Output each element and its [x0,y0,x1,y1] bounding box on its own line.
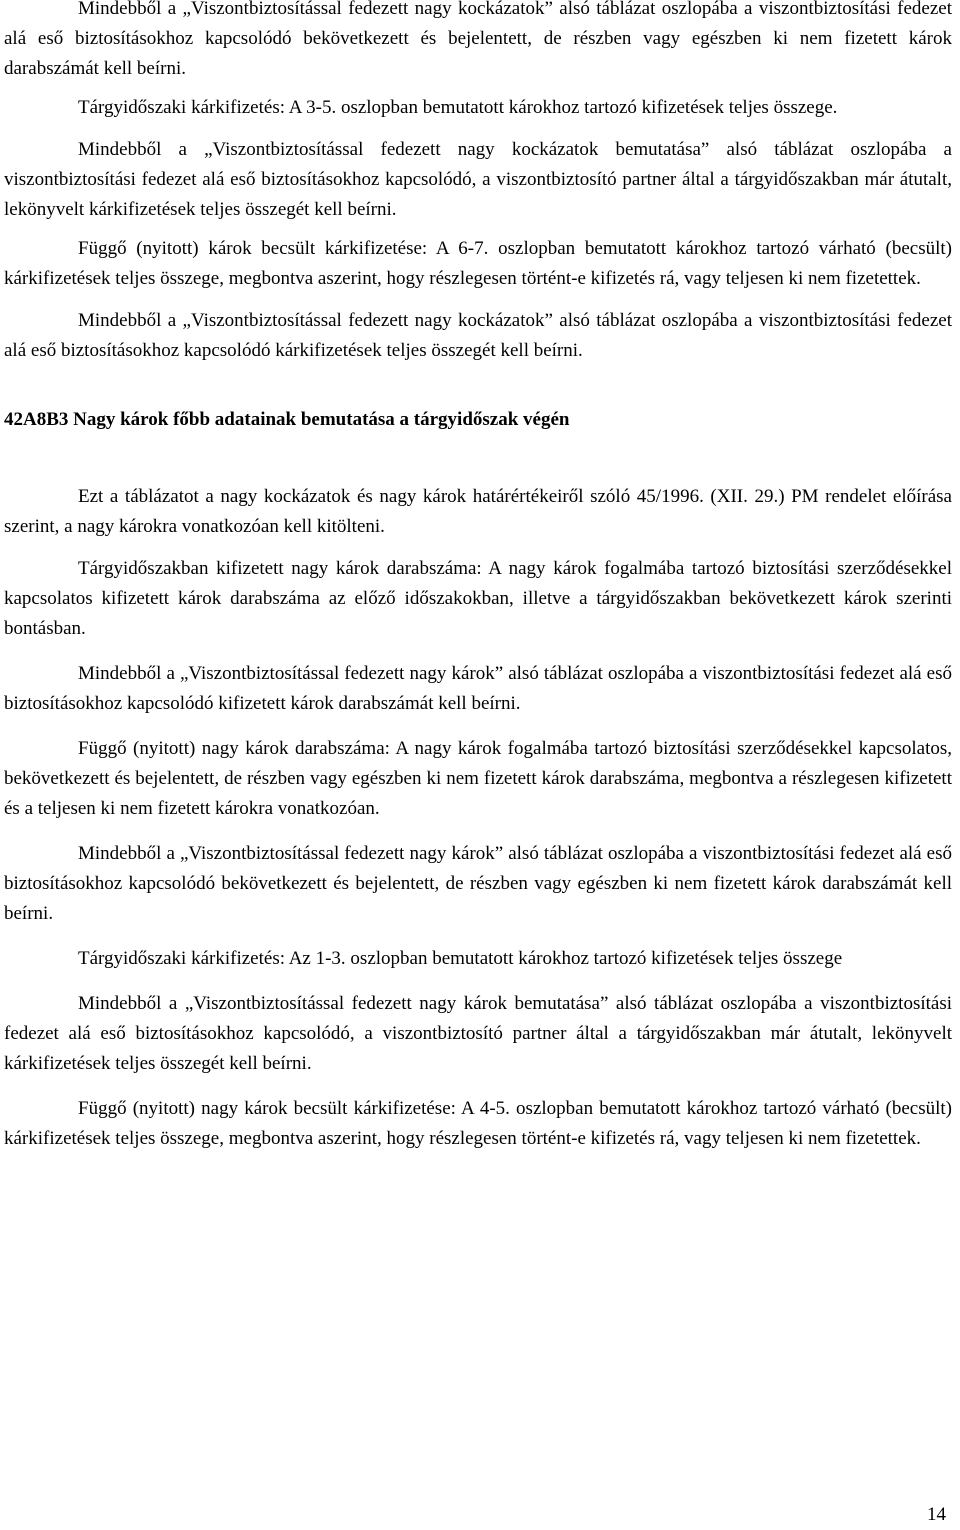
document-page [4,0,952,1154]
section-heading: 42A8B3 Nagy károk főbb adatainak bemutatása a tárgyidőszak végén [4,409,570,430]
paragraph-table-instruction: Ezt a táblázatot a nagy kockázatok és nagy károk határértékeiről szóló 45/1996. (XII. 29.) PM rendelet előírása szerint, a nagy károkra vonatkozóan kell kitölteni. [4,486,952,537]
paragraph-open-large-claims-count: Függő (nyitott) nagy károk darabszáma: A nagy károk fogalmába tartozó biztosítási szerződésekkel kapcsolatos, bekövetkezett és bejelentett, de részben vagy egészben ki nem fizetett károk darabszáma, megbontva a részlegesen kifizetett és a teljesen ki nem fizetett károkra vonatkozóan. [4,738,952,819]
paragraph-reinsured-large-risks-transferred: Mindebből a „Viszontbiztosítással fedezett nagy kockázatok bemutatása” alsó táblázat oszlopába a viszontbiztosítási fedezet alá eső biztosításokhoz kapcsolódó, a viszontbiztosító partner által a tárgyidőszakban már átutalt, lekönyvelt kárkifizetések teljes összegét kell beírni. [4,139,952,220]
paragraph-reinsured-large-claims-open-count: Mindebből a „Viszontbiztosítással fedezett nagy károk” alsó táblázat oszlopába a viszontbiztosítási fedezet alá eső biztosításokhoz kapcsolódó bekövetkezett és bejelentett, de részben vagy egészben ki nem fizetett károk darabszámát kell beírni. [4,843,952,924]
paragraph-reinsured-large-risks-payments: Mindebből a „Viszontbiztosítással fedezett nagy kockázatok” alsó táblázat oszlopába a viszontbiztosítási fedezet alá eső biztosításokhoz kapcsolódó kárkifizetések teljes összegét kell beírni. [4,310,952,361]
paragraph-reinsured-large-claims-paid-count: Mindebből a „Viszontbiztosítással fedezett nagy károk” alsó táblázat oszlopába a viszontbiztosítási fedezet alá eső biztosításokhoz kapcsolódó kifizetett károk darabszámát kell beírni. [4,663,952,714]
paragraph-paid-large-claims-count: Tárgyidőszakban kifizetett nagy károk darabszáma: A nagy károk fogalmába tartozó biztosítási szerződésekkel kapcsolatos kifizetett károk darabszáma az előző időszakokban, illetve a tárgyidőszakban bekövetkezett károk szerinti bontásban. [4,558,952,639]
paragraph-reinsured-large-risks-open-claims-count: Mindebből a „Viszontbiztosítással fedezett nagy kockázatok” alsó táblázat oszlopába a viszontbiztosítási fedezet alá eső biztosításokhoz kapcsolódó bekövetkezett és bejelentett, de részben vagy egészben ki nem fizetett károk darabszámát kell beírni. [4,0,952,79]
paragraph-open-claims-estimated-payment: Függő (nyitott) károk becsült kárkifizetése: A 6-7. oszlopban bemutatott károkhoz tartozó várható (becsült) kárkifizetések teljes összege, megbontva aszerint, hogy részlegesen történt-e kifizetés rá, vagy teljesen ki nem fizetettek. [4,238,952,289]
page-number: 14 [927,1504,946,1525]
paragraph-period-large-claim-payment: Tárgyidőszaki kárkifizetés: Az 1-3. oszlopban bemutatott károkhoz tartozó kifizetések teljes összege [78,948,843,969]
paragraph-period-claim-payment: Tárgyidőszaki kárkifizetés: A 3-5. oszlopban bemutatott károkhoz tartozó kifizetések teljes összege. [78,97,838,118]
paragraph-open-large-claims-estimated-payment: Függő (nyitott) nagy károk becsült kárkifizetése: A 4-5. oszlopban bemutatott károkhoz tartozó várható (becsült) kárkifizetések teljes összege, megbontva aszerint, hogy részlegesen történt-e kifizetés rá, vagy teljesen ki nem fizetettek. [4,1098,952,1149]
paragraph-reinsured-large-claims-transferred: Mindebből a „Viszontbiztosítással fedezett nagy károk bemutatása” alsó táblázat oszlopába a viszontbiztosítási fedezet alá eső biztosításokhoz kapcsolódó, a viszontbiztosító partner által a tárgyidőszakban már átutalt, lekönyvelt kárkifizetések teljes összegét kell beírni. [4,993,952,1074]
